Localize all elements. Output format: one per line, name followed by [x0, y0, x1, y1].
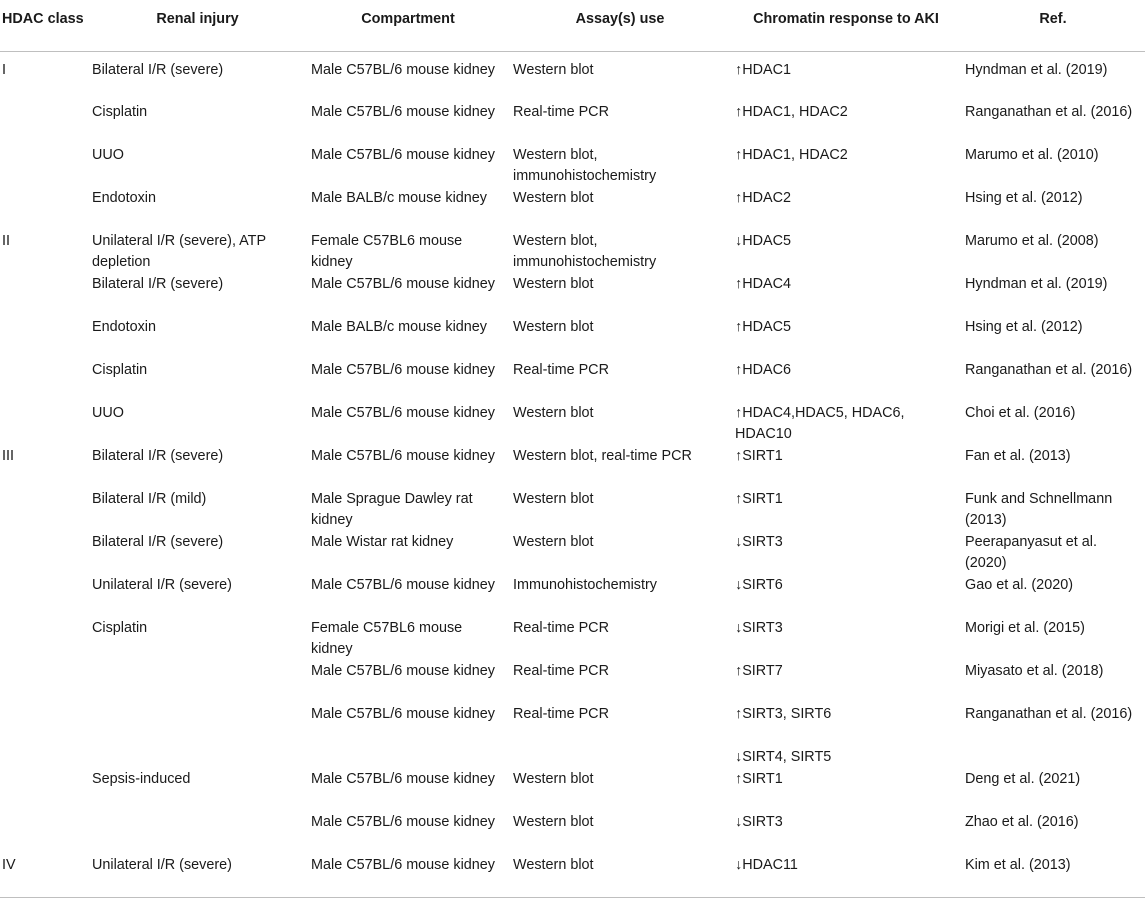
- cell-renal-injury: Cisplatin: [92, 362, 148, 378]
- cell-ref: Hyndman et al. (2019): [965, 276, 1108, 292]
- cell-renal-injury: Bilateral I/R (severe): [92, 534, 224, 550]
- cell-compartment: Male BALB/c mouse kidney: [311, 319, 487, 335]
- table-row: [0, 51, 1145, 102]
- cell-chromatin-response: ↑SIRT1: [735, 771, 783, 787]
- cell-renal-injury: Cisplatin: [92, 620, 148, 636]
- table-row: [0, 532, 1145, 575]
- cell-assay: Western blot: [509, 855, 731, 897]
- header-assays: Assay(s) use: [509, 0, 731, 51]
- cell-chromatin-response: ↓SIRT3: [735, 620, 783, 636]
- table-row: [0, 661, 1145, 704]
- cell-assay: Western blot: [513, 276, 594, 292]
- cell-ref: Ranganathan et al. (2016): [965, 706, 1133, 722]
- cell-assay: Real-time PCR: [513, 362, 609, 378]
- cell-assay: Western blot: [513, 814, 594, 830]
- cell-ref: Miyasato et al. (2018): [965, 663, 1104, 679]
- cell-assay: Western blot, immunohistochemistry: [513, 147, 657, 184]
- cell-assay: Immunohistochemistry: [513, 577, 657, 593]
- header-renal-injury: Renal injury: [88, 0, 307, 51]
- cell-compartment: Male C57BL/6 mouse kidney: [311, 577, 495, 593]
- cell-renal-injury: UUO: [92, 147, 124, 163]
- cell-compartment: Female C57BL6 mouse kidney: [311, 233, 463, 270]
- cell-compartment: Male C57BL/6 mouse kidney: [311, 276, 495, 292]
- cell-compartment: Male Wistar rat kidney: [311, 534, 454, 550]
- cell-assay: Western blot: [513, 534, 594, 550]
- table-row: [0, 102, 1145, 145]
- cell-renal-injury: Unilateral I/R (severe), ATP depletion: [92, 233, 266, 270]
- cell-chromatin-response: ↑SIRT3, SIRT6: [735, 706, 832, 722]
- cell-chromatin-response: ↓SIRT4, SIRT5: [735, 749, 832, 765]
- table-row: [0, 360, 1145, 403]
- cell-hdac-class: III: [2, 448, 14, 464]
- cell-assay: Western blot, immunohistochemistry: [513, 233, 657, 270]
- cell-renal-injury: Cisplatin: [92, 104, 148, 120]
- table-row: [0, 769, 1145, 812]
- cell-ref: Zhao et al. (2016): [965, 814, 1079, 830]
- cell-ref: Ranganathan et al. (2016): [965, 104, 1133, 120]
- cell-compartment: Male C57BL/6 mouse kidney: [311, 362, 495, 378]
- table-row: [0, 145, 1145, 188]
- table-row: [0, 575, 1145, 618]
- cell-hdac-class: [0, 317, 88, 360]
- cell-assay: Western blot: [513, 771, 594, 787]
- cell-assay: Real-time PCR: [513, 620, 609, 636]
- cell-hdac-class: [0, 812, 88, 855]
- cell-hdac-class: [0, 489, 88, 532]
- cell-hdac-class: [0, 532, 88, 575]
- cell-chromatin-response: ↑HDAC1, HDAC2: [735, 147, 848, 163]
- cell-ref: Hsing et al. (2012): [965, 319, 1083, 335]
- cell-renal-injury: Sepsis-induced: [92, 771, 191, 787]
- cell-compartment: Male C57BL/6 mouse kidney: [311, 448, 495, 464]
- cell-compartment: Male C57BL/6 mouse kidney: [311, 405, 495, 421]
- cell-chromatin-response: ↑HDAC2: [735, 190, 791, 206]
- header-hdac-class: HDAC class: [0, 0, 88, 51]
- cell-ref: Morigi et al. (2015): [965, 620, 1085, 636]
- cell-renal-injury: [88, 747, 307, 769]
- cell-compartment: Male C57BL/6 mouse kidney: [311, 706, 495, 722]
- table-row: [0, 274, 1145, 317]
- cell-hdac-class: [0, 403, 88, 446]
- cell-compartment: Male C57BL/6 mouse kidney: [311, 771, 495, 787]
- cell-renal-injury: UUO: [92, 405, 124, 421]
- cell-chromatin-response: ↑HDAC1: [735, 61, 791, 78]
- cell-ref: Funk and Schnellmann (2013): [965, 491, 1113, 528]
- cell-hdac-class: [0, 360, 88, 403]
- cell-assay: Western blot, real-time PCR: [513, 448, 692, 464]
- cell-hdac-class: [0, 145, 88, 188]
- table-row: [0, 446, 1145, 489]
- cell-hdac-class: [0, 704, 88, 747]
- cell-compartment: Male Sprague Dawley rat kidney: [311, 491, 473, 528]
- cell-compartment: Male C57BL/6 mouse kidney: [311, 147, 495, 163]
- cell-renal-injury: [88, 661, 307, 704]
- header-chromatin-response: Chromatin response to AKI: [731, 0, 961, 51]
- cell-ref: Ranganathan et al. (2016): [965, 362, 1133, 378]
- cell-assay: Western blot: [513, 190, 594, 206]
- cell-hdac-class: [0, 769, 88, 812]
- cell-renal-injury: Bilateral I/R (severe): [92, 448, 224, 464]
- header-ref: Ref.: [961, 0, 1145, 51]
- cell-assay: [509, 747, 731, 769]
- table-row: [0, 317, 1145, 360]
- cell-ref: Hyndman et al. (2019): [965, 61, 1108, 78]
- cell-renal-injury: [88, 812, 307, 855]
- cell-assay: Western blot: [513, 61, 594, 78]
- cell-renal-injury: Bilateral I/R (severe): [92, 61, 224, 78]
- cell-hdac-class: [0, 188, 88, 231]
- cell-chromatin-response: ↓HDAC11: [731, 855, 961, 897]
- cell-hdac-class: [0, 661, 88, 704]
- cell-ref: Fan et al. (2013): [965, 448, 1071, 464]
- cell-ref: Gao et al. (2020): [965, 577, 1073, 593]
- cell-chromatin-response: ↑HDAC4,HDAC5, HDAC6, HDAC10: [735, 405, 905, 442]
- cell-ref: [961, 747, 1145, 769]
- cell-compartment: Male C57BL/6 mouse kidney: [311, 104, 495, 120]
- cell-hdac-class: IV: [0, 855, 88, 897]
- cell-compartment: Male C57BL/6 mouse kidney: [307, 855, 509, 897]
- header-compartment: Compartment: [307, 0, 509, 51]
- table-row: [0, 489, 1145, 532]
- cell-chromatin-response: ↑SIRT7: [735, 663, 783, 679]
- cell-chromatin-response: ↑HDAC4: [735, 276, 791, 292]
- cell-chromatin-response: ↑HDAC1, HDAC2: [735, 104, 848, 120]
- cell-renal-injury: Bilateral I/R (severe): [92, 276, 224, 292]
- cell-compartment: Male C57BL/6 mouse kidney: [311, 663, 495, 679]
- cell-renal-injury: Unilateral I/R (severe): [92, 577, 232, 593]
- cell-compartment: Male BALB/c mouse kidney: [311, 190, 487, 206]
- table-row: [0, 855, 1145, 897]
- cell-hdac-class: I: [2, 61, 6, 78]
- cell-chromatin-response: ↓SIRT3: [735, 814, 783, 830]
- cell-assay: Western blot: [513, 405, 594, 421]
- cell-renal-injury: Bilateral I/R (mild): [92, 491, 207, 507]
- cell-renal-injury: Endotoxin: [92, 190, 157, 206]
- table-row: [0, 704, 1145, 747]
- cell-hdac-class: [0, 274, 88, 317]
- cell-renal-injury: Unilateral I/R (severe): [88, 855, 307, 897]
- cell-hdac-class: [0, 747, 88, 769]
- cell-hdac-class: [0, 618, 88, 661]
- cell-compartment: Male C57BL/6 mouse kidney: [311, 814, 495, 830]
- cell-ref: Peerapanyasut et al. (2020): [965, 534, 1098, 571]
- cell-compartment: Male C57BL/6 mouse kidney: [311, 61, 495, 78]
- cell-chromatin-response: ↑SIRT1: [735, 491, 783, 507]
- cell-compartment: [307, 747, 509, 769]
- cell-chromatin-response: ↓SIRT6: [735, 577, 783, 593]
- cell-assay: Western blot: [513, 491, 594, 507]
- cell-assay: Real-time PCR: [513, 104, 609, 120]
- table-row: [0, 231, 1145, 274]
- table-row: [0, 618, 1145, 661]
- cell-assay: Real-time PCR: [513, 706, 609, 722]
- cell-hdac-class: II: [2, 233, 10, 249]
- cell-ref: Choi et al. (2016): [965, 405, 1076, 421]
- cell-hdac-class: [0, 102, 88, 145]
- cell-renal-injury: Endotoxin: [92, 319, 157, 335]
- cell-compartment: Female C57BL6 mouse kidney: [311, 620, 463, 657]
- cell-chromatin-response: ↑HDAC5: [735, 319, 791, 335]
- cell-ref: Deng et al. (2021): [965, 771, 1081, 787]
- cell-hdac-class: [0, 575, 88, 618]
- cell-ref: Marumo et al. (2008): [965, 233, 1099, 249]
- cell-assay: Real-time PCR: [513, 663, 609, 679]
- table-header-row: [0, 0, 1145, 51]
- table-row: [0, 188, 1145, 231]
- cell-assay: Western blot: [513, 319, 594, 335]
- cell-ref: Kim et al. (2013): [961, 855, 1145, 897]
- table-row: [0, 403, 1145, 446]
- cell-renal-injury: [88, 704, 307, 747]
- cell-chromatin-response: ↑SIRT1: [735, 448, 783, 464]
- cell-ref: Hsing et al. (2012): [965, 190, 1083, 206]
- cell-chromatin-response: ↓HDAC5: [735, 233, 791, 249]
- cell-chromatin-response: ↑HDAC6: [735, 362, 791, 378]
- table-row: [0, 812, 1145, 855]
- cell-ref: Marumo et al. (2010): [965, 147, 1099, 163]
- cell-chromatin-response: ↓SIRT3: [735, 534, 783, 550]
- table-row: [0, 747, 1145, 769]
